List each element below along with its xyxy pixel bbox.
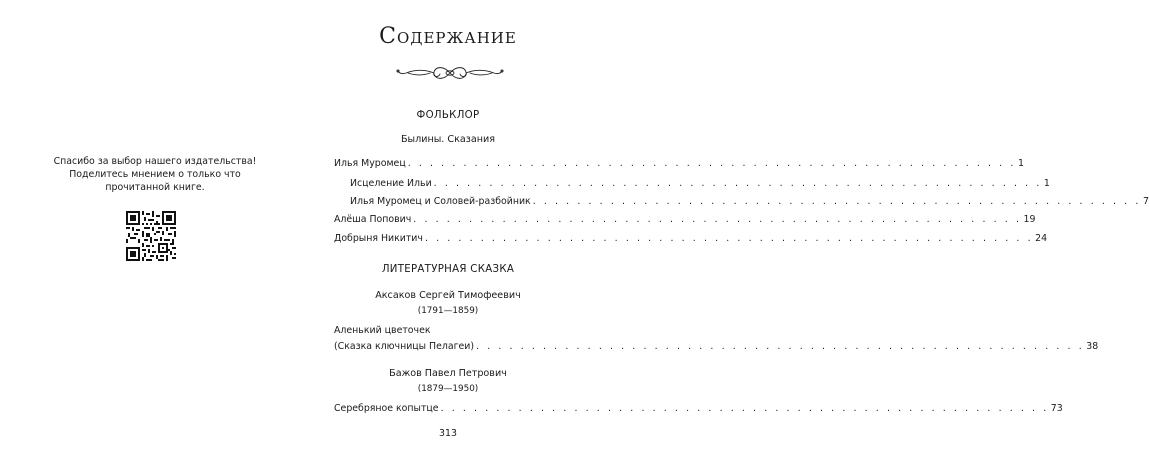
feedback-line: прочитанной книге.	[105, 182, 205, 193]
toc-entry-title: Илья Муромец	[334, 158, 406, 169]
page-title: Содержание	[379, 24, 517, 49]
feedback-line: Поделитесь мнением о только что	[69, 169, 241, 180]
toc-entry-page: 24	[1035, 233, 1048, 244]
toc-entry[interactable]	[334, 341, 1099, 353]
toc-leader-dots: . . . . . . . . . . . . . . . . . . . . . . . . . . . . . . . . . . . . . . . . . . . . . . . . . . . . . . .	[440, 403, 1049, 414]
toc-leader-dots: . . . . . . . . . . . . . . . . . . . . . . . . . . . . . . . . . . . . . . . . . . . . . . . . . . . . . . .	[407, 158, 1016, 169]
toc-entry-page: 1	[1043, 178, 1050, 189]
toc-entry[interactable]	[334, 158, 1024, 170]
right-page	[300, 0, 1149, 460]
page-number: 313	[439, 428, 457, 439]
left-page	[0, 0, 300, 460]
author-name: Бажов Павел Петрович	[389, 368, 507, 379]
toc-entry-title[interactable]: Аленький цветочек	[334, 325, 431, 336]
ornament-icon	[394, 63, 506, 83]
toc-leader-dots: . . . . . . . . . . . . . . . . . . . . . . . . . . . . . . . . . . . . . . . . . . . . . . . . . . . . . . .	[413, 214, 1022, 225]
toc-entry-title: (Сказка ключницы Пелагеи)	[334, 341, 475, 352]
toc-entry-title: Серебряное копытце	[334, 403, 439, 414]
toc-entry[interactable]	[334, 403, 1063, 415]
toc-leader-dots: . . . . . . . . . . . . . . . . . . . . . . . . . . . . . . . . . . . . . . . . . . . . . . . . . . . . . . .	[424, 233, 1034, 244]
toc-entry-page: 19	[1023, 214, 1036, 225]
toc-leader-dots: . . . . . . . . . . . . . . . . . . . . . . . . . . . . . . . . . . . . . . . . . . . . . . . . . . . . . . .	[532, 196, 1141, 207]
toc-entry-title: Илья Муромец и Соловей-разбойник	[350, 196, 531, 207]
feedback-note	[50, 155, 260, 194]
toc-leader-dots: . . . . . . . . . . . . . . . . . . . . . . . . . . . . . . . . . . . . . . . . . . . . . . . . . . . . . . .	[433, 178, 1042, 189]
toc-entry[interactable]	[350, 178, 1050, 190]
author-years: (1791—1859)	[417, 306, 479, 316]
toc-leader-dots: . . . . . . . . . . . . . . . . . . . . . . . . . . . . . . . . . . . . . . . . . . . . . . . . . . . . . . .	[476, 341, 1085, 352]
toc-entry-page: 7	[1142, 196, 1149, 207]
toc-entry-title: Добрыня Никитич	[334, 233, 423, 244]
author-name: Аксаков Сергей Тимофеевич	[375, 290, 521, 301]
section-heading-folklore: ФОЛЬКЛОР	[416, 110, 480, 121]
toc-entry-title: Алёша Попович	[334, 214, 412, 225]
toc-entry-page: 38	[1086, 341, 1099, 352]
toc-entry-page: 73	[1050, 403, 1063, 414]
feedback-line: Спасибо за выбор нашего издательства!	[53, 156, 257, 167]
toc-entry-page: 1	[1017, 158, 1024, 169]
toc-entry[interactable]	[334, 214, 1036, 226]
author-years: (1879—1950)	[417, 384, 479, 394]
subsection-heading: Былины. Сказания	[400, 134, 496, 145]
section-heading-literary-tale: ЛИТЕРАТУРНАЯ СКАЗКА	[381, 264, 515, 275]
toc-entry-title: Исцеление Ильи	[350, 178, 432, 189]
qr-code[interactable]	[126, 211, 176, 261]
toc-entry[interactable]	[334, 233, 1048, 245]
toc-entry[interactable]	[350, 196, 1149, 208]
